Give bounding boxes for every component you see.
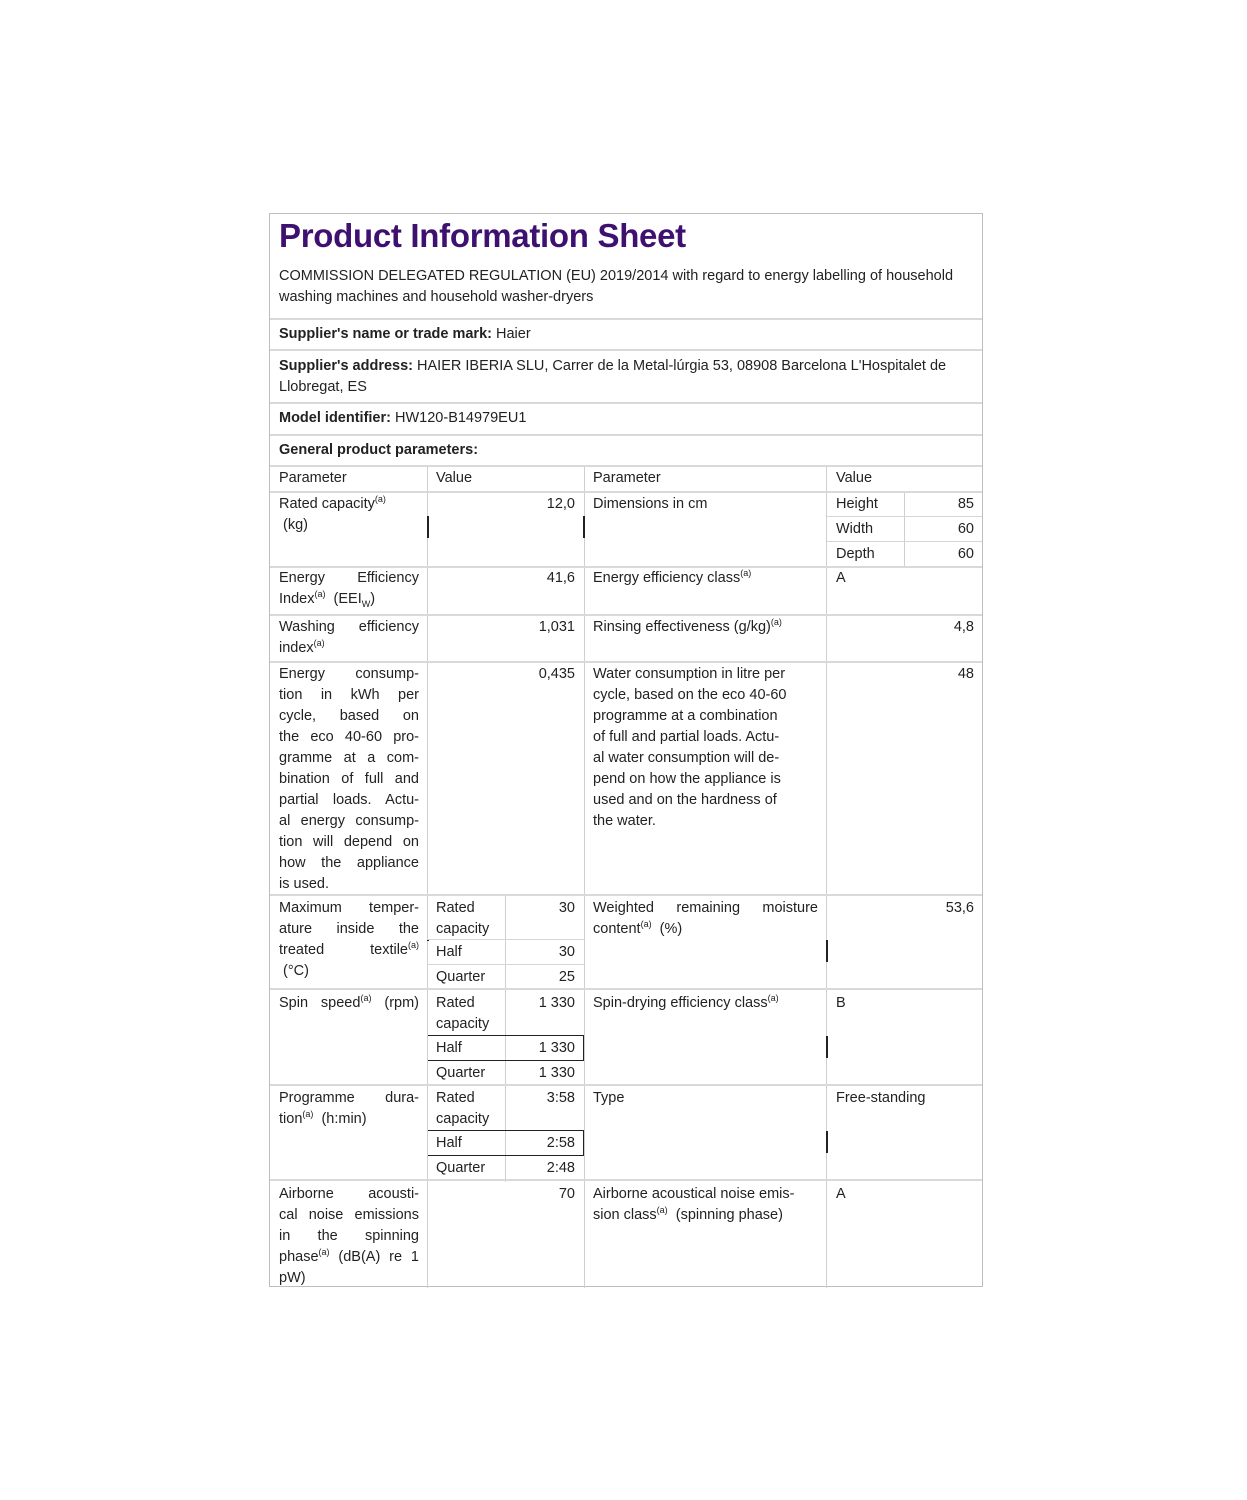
temp-rated-label: Rated capacity	[436, 900, 490, 937]
spin-class-label: Spin-drying efficiency class$^{(a)}$	[593, 993, 779, 1011]
spin-half-value: 1 330	[538, 1040, 575, 1056]
eeclass-label: Energy efficiency class$^{(a)}$	[593, 568, 752, 586]
spin-half-label: Half	[436, 1040, 462, 1056]
temp-quarter-value: 25	[558, 969, 575, 985]
temp-half-label: Half	[436, 944, 462, 960]
rinsing-value: 4,8	[953, 619, 974, 635]
eeclass-value: A	[836, 570, 846, 586]
duration-rated-label: Rated capacity	[436, 1090, 490, 1127]
moisture-label: Weighted remaining moisture content$^{(a)}$ (%)	[593, 900, 818, 937]
general-row	[270, 436, 982, 467]
spin-class-value: B	[836, 995, 846, 1011]
duration-half-label: Half	[436, 1135, 462, 1151]
water-consumption-label: Water consumption in litre per cycle, based on the eco 40-60 programme at a combination of full and partial loads. Actu- al water consumption will de- pend on how the appliance is used and on the hardness of the water.	[593, 666, 787, 829]
max-temperature-label: Maximum temper- ature inside the treated textile$^{(a)}$ (°C)	[279, 900, 419, 979]
supplier-value: Haier	[496, 326, 531, 342]
type-value: Free-standing	[836, 1090, 926, 1106]
duration-quarter-label: Quarter	[436, 1160, 486, 1176]
noise-emission-label: Airborne acousti- cal noise emissions in the spinning phase$^{(a)}$ (dB(A) re 1 pW)	[279, 1186, 419, 1286]
duration-quarter-value: 2:48	[546, 1160, 575, 1176]
programme-duration-label: Programme dura- tion$^{(a)}$ (h:min)	[279, 1090, 419, 1127]
dimensions-label: Dimensions in cm	[593, 496, 708, 512]
model-value: HW120-B14979EU1	[395, 410, 527, 426]
spin-quarter-value: 1 330	[538, 1065, 575, 1081]
height-value: 85	[957, 496, 974, 512]
noise-class-value: A	[836, 1186, 846, 1202]
address-row	[270, 351, 982, 404]
washing-efficiency-label: Washing efficiency index$^{(a)}$	[279, 619, 419, 656]
width-label: Width	[836, 521, 874, 537]
parameters-table	[270, 467, 982, 1288]
spin-rated-value: 1 330	[538, 995, 575, 1011]
header-value-1: Value	[436, 470, 473, 486]
spin-speed-label: Spin speed$^{(a)}$ (rpm)	[279, 993, 420, 1011]
depth-value: 60	[957, 546, 974, 562]
header-parameter-1: Parameter	[279, 470, 347, 486]
regulation-text: COMMISSION DELEGATED REGULATION (EU) 2019/2014 with regard to energy labelling of household washing machines and household washer-dryers	[279, 268, 954, 305]
noise-class-label: Airborne acoustical noise emis- sion class$^{(a)}$ (spinning phase)	[593, 1186, 795, 1223]
rinsing-label: Rinsing effectiveness $(g/kg)^{(a)}$	[593, 617, 782, 635]
height-label: Height	[836, 496, 878, 512]
supplier-row	[270, 320, 982, 351]
temp-half-value: 30	[558, 944, 575, 960]
noise-emission-value: 70	[558, 1186, 575, 1202]
general-heading: General product parameters:	[279, 442, 479, 458]
header-parameter-2: Parameter	[593, 470, 661, 486]
energy-consumption-label: Energy consump- tion in kWh per cycle, based on the eco 40-60 pro- gramme at a com- bination of full and partial loads. Actu- al energy consump- tion will depend on how the appliance is used.	[279, 666, 419, 892]
depth-label: Depth	[836, 546, 875, 562]
width-value: 60	[957, 521, 974, 537]
temp-rated-value: 30	[558, 900, 575, 916]
capacity-label: Rated capacity$^{(a)}$ (kg)	[279, 494, 386, 533]
temp-quarter-label: Quarter	[436, 969, 486, 985]
eei-value: 41,6	[546, 570, 575, 586]
page-title: Product Information Sheet	[279, 217, 686, 254]
spin-rated-label: Rated capacity	[436, 995, 490, 1032]
product-information-sheet	[269, 213, 983, 1287]
spin-quarter-label: Quarter	[436, 1065, 486, 1081]
water-consumption-value: 48	[957, 666, 974, 682]
model-row	[270, 404, 982, 436]
supplier-label: Supplier's name or trade mark:	[279, 326, 492, 342]
header-value-2: Value	[836, 470, 873, 486]
type-label: Type	[593, 1090, 625, 1106]
eei-label: Energy Efficiency Index$^{(a)}$ $(EEI_W)$	[279, 570, 419, 609]
model-label: Model identifier:	[279, 410, 391, 426]
washing-efficiency-value: 1,031	[538, 619, 575, 635]
header-block	[270, 214, 982, 320]
capacity-value: 12,0	[546, 496, 575, 512]
address-value: HAIER IBERIA SLU, Carrer de la Metal-lúrgia 53, 08908 Barcelona L'Hospitalet de Llobregat, ES	[279, 358, 947, 395]
moisture-value: 53,6	[945, 900, 974, 916]
energy-consumption-value: 0,435	[538, 666, 575, 682]
address-label: Supplier's address:	[279, 358, 413, 374]
duration-rated-value: 3:58	[546, 1090, 575, 1106]
duration-half-value: 2:58	[546, 1135, 575, 1151]
